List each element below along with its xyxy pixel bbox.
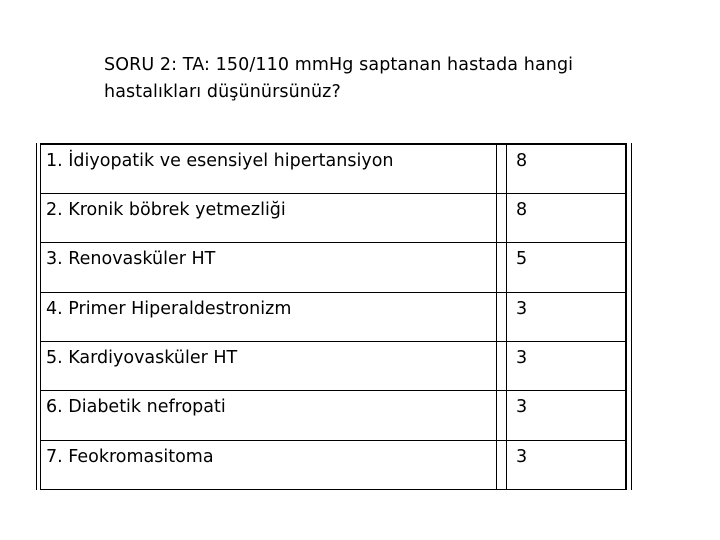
- row-score: 5: [507, 243, 626, 292]
- row-label: 3. Renovasküler HT: [41, 243, 497, 292]
- row-label: 2. Kronik böbrek yetmezliği: [41, 193, 497, 242]
- table-row: [41, 440, 626, 489]
- table-row: [41, 391, 626, 440]
- table-row: [41, 243, 626, 292]
- column-divider: [497, 341, 507, 390]
- column-divider: [497, 193, 507, 242]
- table-row: [41, 341, 626, 390]
- row-score: 3: [507, 391, 626, 440]
- table-row: [41, 144, 626, 193]
- row-label: 6. Diabetik nefropati: [41, 391, 497, 440]
- table-outer-border: [626, 143, 632, 490]
- row-score: 3: [507, 341, 626, 390]
- row-label: 1. İdiyopatik ve esensiyel hipertansiyon: [41, 144, 497, 193]
- row-score: 3: [507, 440, 626, 489]
- row-label: 5. Kardiyovasküler HT: [41, 341, 497, 390]
- row-score: 3: [507, 292, 626, 341]
- row-label: 7. Feokromasitoma: [41, 440, 497, 489]
- column-divider: [497, 391, 507, 440]
- column-divider: [497, 292, 507, 341]
- column-divider: [497, 243, 507, 292]
- question-line-1: SORU 2: TA: 150/110 mmHg saptanan hastada hangi: [104, 55, 574, 75]
- row-score: 8: [507, 193, 626, 242]
- row-label: 4. Primer Hiperaldestronizm: [41, 292, 497, 341]
- question-line-2: hastalıkları düşünürsünüz?: [104, 82, 341, 102]
- column-divider: [497, 440, 507, 489]
- answers-table: [40, 143, 626, 490]
- answers-table-frame: [36, 143, 632, 490]
- table-row: [41, 292, 626, 341]
- question-text: [104, 52, 664, 106]
- row-score: 8: [507, 144, 626, 193]
- column-divider: [497, 144, 507, 193]
- table-row: [41, 193, 626, 242]
